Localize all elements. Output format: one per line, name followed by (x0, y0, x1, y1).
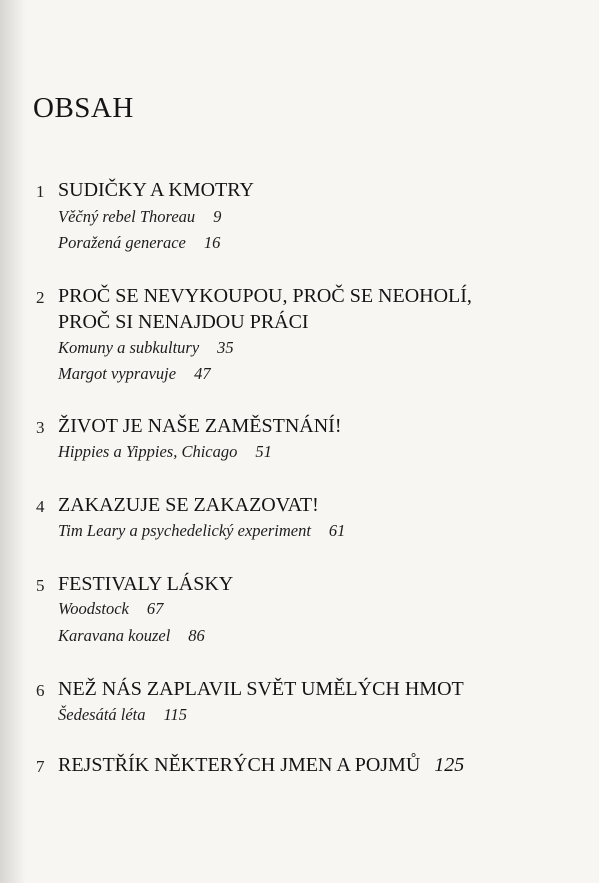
chapter-number: 2 (36, 288, 45, 307)
page-number: 16 (203, 233, 221, 252)
chapter-title-text: REJSTŘÍK NĚKTERÝCH JMEN A POJMŮ (58, 754, 421, 776)
chapter-title: PROČ SE NEVYKOUPOU, PROČ SE NEOHOLÍ, (58, 285, 472, 307)
page-number: 67 (146, 599, 164, 618)
subchapter (58, 233, 220, 253)
subchapter (58, 599, 163, 619)
subchapter-title: Věčný rebel Thoreau (58, 207, 196, 226)
page-number: 47 (194, 364, 211, 383)
chapter-number: 1 (36, 182, 45, 201)
subchapter-title: Hippies a Yippies, Chicago (58, 442, 238, 461)
page-number: 9 (213, 207, 222, 226)
subchapter (58, 207, 221, 227)
chapter-title: FESTIVALY LÁSKY (58, 573, 234, 595)
subchapter (58, 364, 211, 384)
toc-heading: OBSAH (33, 92, 134, 124)
page-number: 86 (188, 626, 205, 645)
subchapter-title: Poražená generace (58, 233, 186, 252)
subchapter-title: Woodstock (58, 599, 129, 618)
page-number: 125 (434, 754, 465, 776)
chapter-title: ŽIVOT JE NAŠE ZAMĚSTNÁNÍ! (58, 415, 342, 437)
chapter-title: SUDIČKY A KMOTRY (58, 179, 254, 201)
chapter-title: NEŽ NÁS ZAPLAVIL SVĚT UMĚLÝCH HMOT (58, 678, 464, 700)
page-gutter-shadow (0, 0, 26, 883)
subchapter-title: Tim Leary a psychedelický experiment (58, 521, 311, 540)
subchapter (58, 338, 234, 358)
chapter-number: 3 (36, 418, 45, 437)
chapter-title-line2: PROČ SI NENAJDOU PRÁCI (58, 311, 309, 333)
page-number: 51 (255, 442, 272, 461)
subchapter (58, 705, 187, 725)
subchapter (58, 626, 205, 646)
subchapter-title: Šedesátá léta (58, 705, 146, 724)
chapter-number: 7 (36, 757, 45, 776)
subchapter-title: Margot vypravuje (58, 364, 177, 383)
chapter-number: 6 (36, 681, 45, 700)
subchapter-title: Karavana kouzel (58, 626, 171, 645)
chapter-title: ZAKAZUJE SE ZAKAZOVAT! (58, 494, 319, 516)
page-number: 115 (163, 705, 188, 724)
chapter-number: 4 (36, 497, 45, 516)
chapter-title (58, 752, 464, 778)
chapter-number: 5 (36, 576, 45, 595)
subchapter-title: Komuny a subkultury (58, 338, 200, 357)
page-number: 61 (328, 521, 346, 540)
subchapter (58, 521, 345, 541)
subchapter (58, 442, 272, 462)
page-number: 35 (217, 338, 234, 357)
